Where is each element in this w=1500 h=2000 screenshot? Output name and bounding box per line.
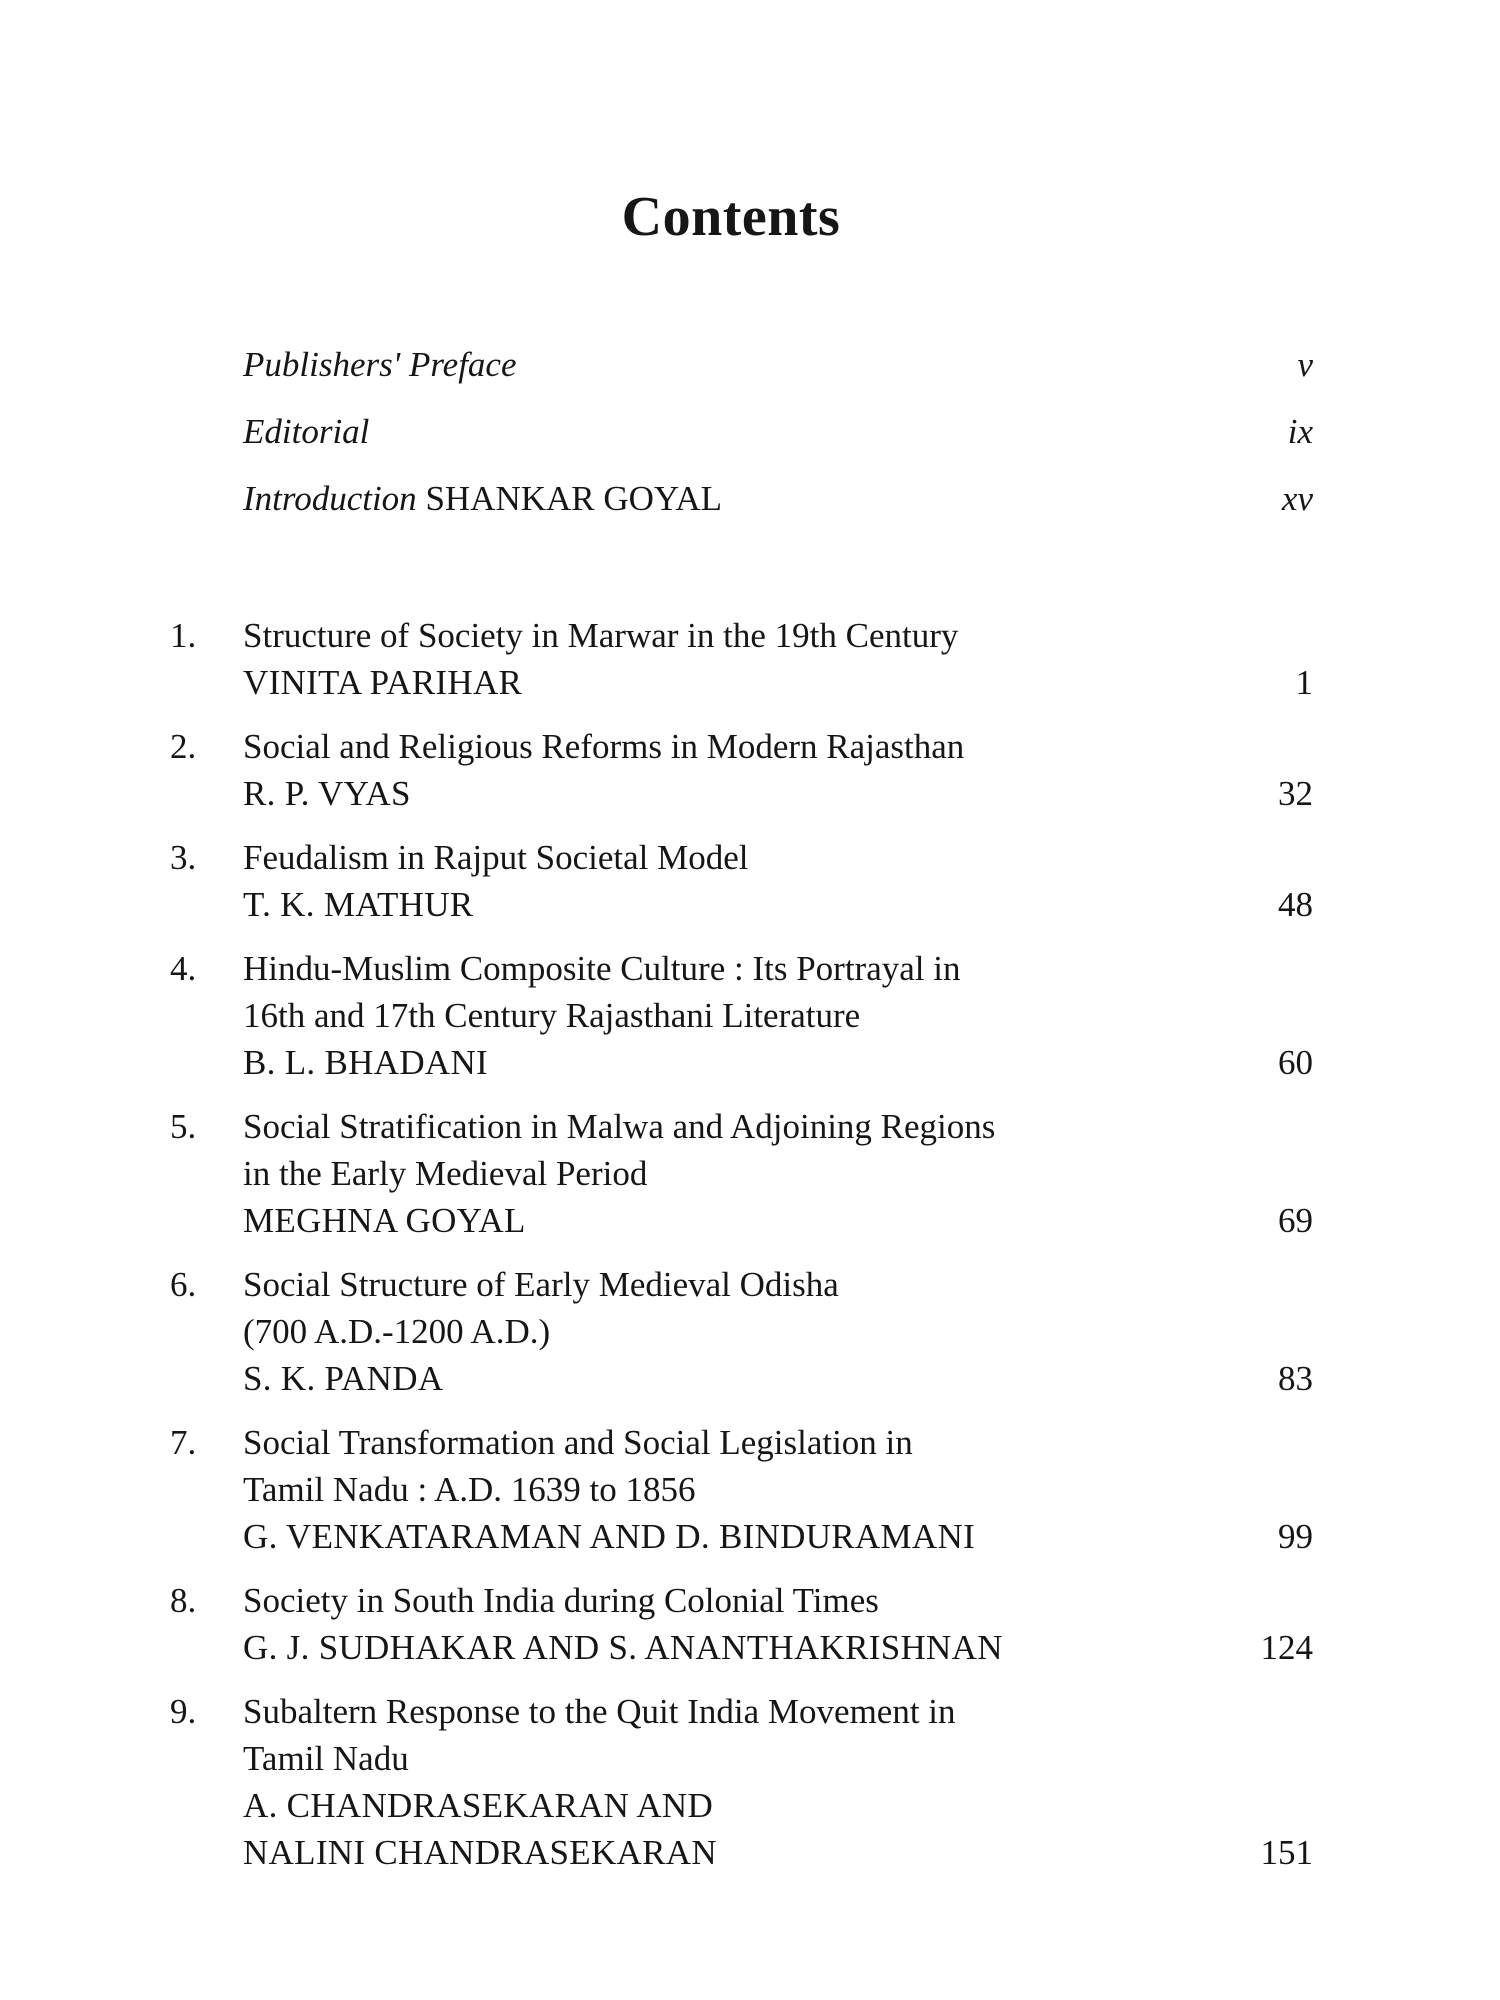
- chapter-author: G. VENKATARAMAN AND D. BINDURAMANI: [243, 1517, 976, 1556]
- front-matter-item[interactable]: [243, 407, 1313, 474]
- chapter-title: Social and Religious Reforms in Modern Rajasthan: [243, 727, 965, 766]
- chapter-page-number: 69: [1278, 1201, 1313, 1240]
- chapter-title: Society in South India during Colonial Times: [243, 1581, 879, 1620]
- chapter-author: R. P. VYAS: [243, 774, 411, 813]
- chapter-page-number: 60: [1278, 1043, 1313, 1082]
- chapter-entry[interactable]: [170, 834, 1313, 928]
- chapter-number: 9.: [170, 1692, 197, 1731]
- chapter-title: Social Structure of Early Medieval Odisha: [243, 1265, 839, 1304]
- chapter-entry[interactable]: [170, 1103, 1313, 1244]
- chapter-number: 1.: [170, 616, 197, 655]
- chapter-title: 16th and 17th Century Rajasthani Literature: [243, 996, 861, 1035]
- chapter-number: 3.: [170, 838, 197, 877]
- chapter-title: Feudalism in Rajput Societal Model: [243, 838, 749, 877]
- chapter-author: B. L. BHADANI: [243, 1043, 489, 1082]
- front-matter-label: Editorial: [243, 412, 370, 451]
- chapter-entry[interactable]: [170, 1577, 1313, 1671]
- chapter-author: VINITA PARIHAR: [243, 663, 523, 702]
- chapter-title: Tamil Nadu: [243, 1739, 409, 1778]
- chapter-title: (700 A.D.-1200 A.D.): [243, 1312, 551, 1351]
- front-matter-item[interactable]: [243, 474, 1313, 541]
- chapter-page-number: 32: [1278, 774, 1313, 813]
- chapter-number: 5.: [170, 1107, 197, 1146]
- chapter-title: Hindu-Muslim Composite Culture : Its Portrayal in: [243, 949, 961, 988]
- chapter-author: S. K. PANDA: [243, 1359, 444, 1398]
- front-matter-author: SHANKAR GOYAL: [425, 479, 722, 518]
- chapter-list: [170, 612, 1313, 1893]
- chapter-entry[interactable]: [170, 1261, 1313, 1402]
- chapter-title: Tamil Nadu : A.D. 1639 to 1856: [243, 1470, 696, 1509]
- chapter-page-number: 99: [1278, 1517, 1313, 1556]
- chapter-title: Structure of Society in Marwar in the 19th Century: [243, 616, 959, 655]
- chapter-page-number: 151: [1260, 1833, 1313, 1872]
- chapter-page-number: 1: [1295, 663, 1313, 702]
- chapter-page-number: 48: [1278, 885, 1313, 924]
- chapter-entry[interactable]: [170, 945, 1313, 1086]
- front-matter-label: Introduction: [243, 479, 417, 518]
- front-matter-page: ix: [1287, 412, 1313, 451]
- front-matter-label: Publishers' Preface: [243, 345, 517, 384]
- chapter-author: A. CHANDRASEKARAN AND: [243, 1786, 714, 1825]
- chapter-page-number: 83: [1278, 1359, 1313, 1398]
- front-matter-page: xv: [1281, 479, 1313, 518]
- front-matter-list: [243, 340, 1313, 541]
- chapter-entry[interactable]: [170, 723, 1313, 817]
- front-matter-item[interactable]: [243, 340, 1313, 407]
- chapter-author: NALINI CHANDRASEKARAN: [243, 1833, 717, 1872]
- chapter-entry[interactable]: [170, 1419, 1313, 1560]
- chapter-author: G. J. SUDHAKAR AND S. ANANTHAKRISHNAN: [243, 1628, 1003, 1667]
- front-matter-page: v: [1297, 345, 1313, 384]
- chapter-number: 8.: [170, 1581, 197, 1620]
- chapter-number: 2.: [170, 727, 197, 766]
- chapter-title: Social Transformation and Social Legislation in: [243, 1423, 913, 1462]
- chapter-number: 7.: [170, 1423, 197, 1462]
- chapter-number: 4.: [170, 949, 197, 988]
- chapter-page-number: 124: [1260, 1628, 1313, 1667]
- chapter-author: T. K. MATHUR: [243, 885, 474, 924]
- chapter-author: MEGHNA GOYAL: [243, 1201, 526, 1240]
- chapter-title: Social Stratification in Malwa and Adjoining Regions: [243, 1107, 996, 1146]
- page-title: Contents: [621, 186, 841, 248]
- chapter-entry[interactable]: [170, 612, 1313, 706]
- chapter-title: Subaltern Response to the Quit India Movement in: [243, 1692, 956, 1731]
- chapter-number: 6.: [170, 1265, 197, 1304]
- chapter-entry[interactable]: [170, 1688, 1313, 1876]
- chapter-title: in the Early Medieval Period: [243, 1154, 648, 1193]
